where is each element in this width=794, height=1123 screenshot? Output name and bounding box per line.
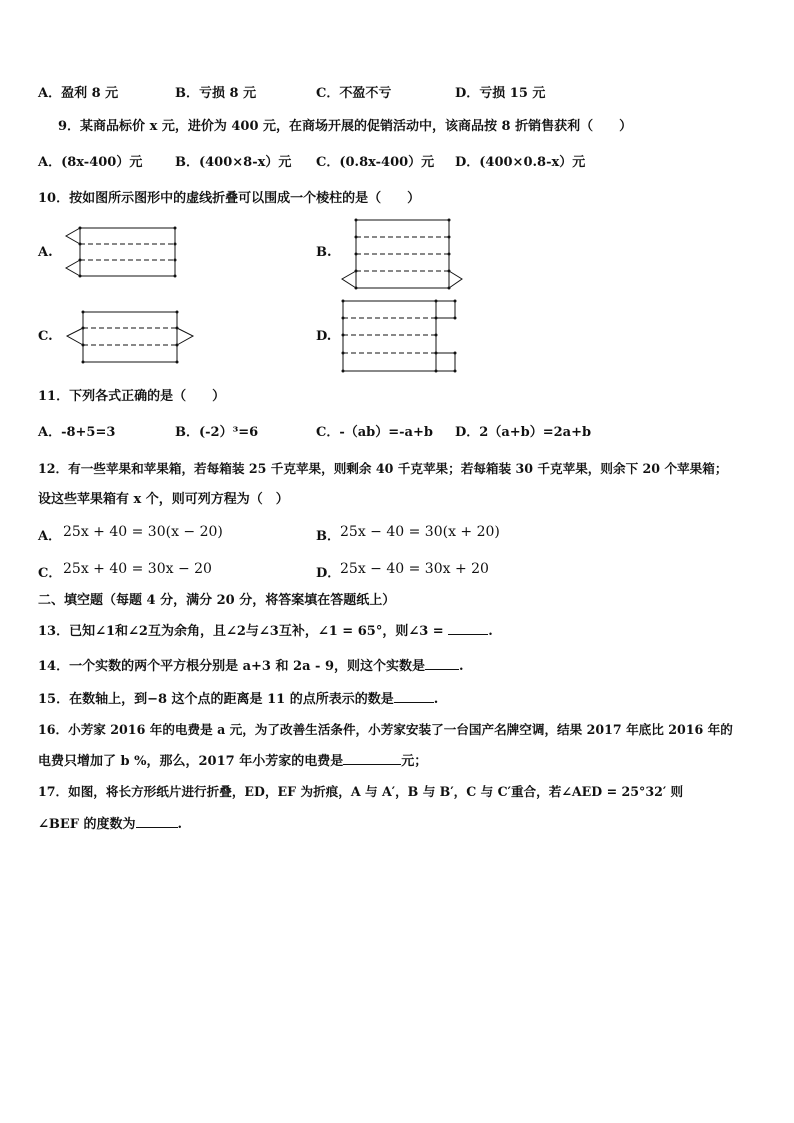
q17-answer-blank[interactable] xyxy=(136,815,178,828)
q16-end: 元； xyxy=(401,754,428,769)
q15-text: 15．在数轴上，到−8 这个点的距离是 11 的点所表示的数是 xyxy=(38,692,394,707)
q12-option-c-label: C． xyxy=(38,566,62,581)
q12-option-b-label: B． xyxy=(316,529,340,544)
q10-option-d-label: D. xyxy=(316,329,332,344)
q13 xyxy=(38,620,493,639)
q9-option-c: C．(0.8x-400）元 xyxy=(316,155,435,170)
q12-option-d: 25x − 40 = 30x + 20 xyxy=(340,561,489,577)
q10-figure-c xyxy=(62,308,202,368)
q13-answer-blank[interactable] xyxy=(448,622,488,635)
q14 xyxy=(38,655,464,674)
q14-text: 14．一个实数的两个平方根分别是 a+3 和 2a - 9，则这个实数是 xyxy=(38,659,425,674)
q15-answer-blank[interactable] xyxy=(394,690,434,703)
q12-stem-line2: 设这些苹果箱有 x 个，则可列方程为（ ） xyxy=(38,492,289,507)
q9-option-b: B．(400×8-x）元 xyxy=(175,155,292,170)
q12-option-b: 25x − 40 = 30(x + 20) xyxy=(340,524,500,540)
q11-option-c: C．-（ab）=-a+b xyxy=(316,425,433,440)
q11-option-a: A．-8+5=3 xyxy=(38,425,116,440)
q10-option-c-label: C. xyxy=(38,329,53,344)
q11-option-d: D．2（a+b）=2a+b xyxy=(455,425,592,440)
q14-end: . xyxy=(459,659,464,674)
q14-answer-blank[interactable] xyxy=(425,657,459,670)
q17-line1: 17．如图，将长方形纸片进行折叠，ED，EF 为折痕，A 与 A′，B 与 B′，C 与 C′重合，若∠AED = 25°32′ 则 xyxy=(38,784,684,799)
q17-end: . xyxy=(177,817,183,832)
q15-end: . xyxy=(433,692,439,707)
q11-option-b: B．(-2）³=6 xyxy=(175,425,259,440)
q9-option-d: D．(400×0.8-x）元 xyxy=(455,155,586,170)
q8-option-a: A．盈利 8 元 xyxy=(38,86,119,101)
section-2-heading: 二、填空题（每题 4 分，满分 20 分，将答案填在答题纸上） xyxy=(38,593,396,608)
q8-option-c: C．不盈不亏 xyxy=(316,86,392,101)
q16-answer-blank[interactable] xyxy=(343,752,401,765)
q10-figure-d xyxy=(338,297,468,377)
q10-figure-b xyxy=(338,215,468,295)
q10-figure-a xyxy=(60,222,180,282)
q8-option-b: B．亏损 8 元 xyxy=(175,86,257,101)
q16-text: 电费只增加了 b %，那么，2017 年小芳家的电费是 xyxy=(38,754,344,769)
q9-option-a: A．(8x-400）元 xyxy=(38,155,143,170)
q12-stem-line1: 12．有一些苹果和苹果箱，若每箱装 25 千克苹果，则剩余 40 千克苹果；若每箱装 30 千克苹果，则余下 20 个苹果箱； xyxy=(38,461,728,476)
q12-option-d-label: D． xyxy=(316,566,341,581)
q16-line2 xyxy=(38,750,427,769)
q11-stem: 11．下列各式正确的是（ ） xyxy=(38,389,226,404)
q13-text: 13．已知∠1和∠2互为余角，且∠2与∠3互补，∠1 = 65°，则∠3 = xyxy=(38,624,444,639)
q10-option-a-label: A. xyxy=(38,245,53,260)
q16-line1: 16．小芳家 2016 年的电费是 a 元，为了改善生活条件，小芳家安装了一台国产名牌空调，结果 2017 年底比 2016 年的 xyxy=(38,722,733,737)
q10-option-b-label: B. xyxy=(316,245,332,260)
q17-line2 xyxy=(38,813,182,832)
q10-stem: 10．按如图所示图形中的虚线折叠可以围成一个棱柱的是（ ） xyxy=(38,191,421,206)
q12-option-a-label: A． xyxy=(38,529,62,544)
q12-option-a: 25x + 40 = 30(x − 20) xyxy=(63,524,223,540)
q13-end: . xyxy=(488,624,493,639)
q8-option-d: D．亏损 15 元 xyxy=(455,86,546,101)
q12-option-c: 25x + 40 = 30x − 20 xyxy=(63,561,212,577)
q9-stem: 9．某商品标价 x 元，进价为 400 元，在商场开展的促销活动中，该商品按 8 折销售获利（ ） xyxy=(58,119,633,134)
q15 xyxy=(38,688,438,707)
q17-text: ∠BEF 的度数为 xyxy=(38,817,136,832)
